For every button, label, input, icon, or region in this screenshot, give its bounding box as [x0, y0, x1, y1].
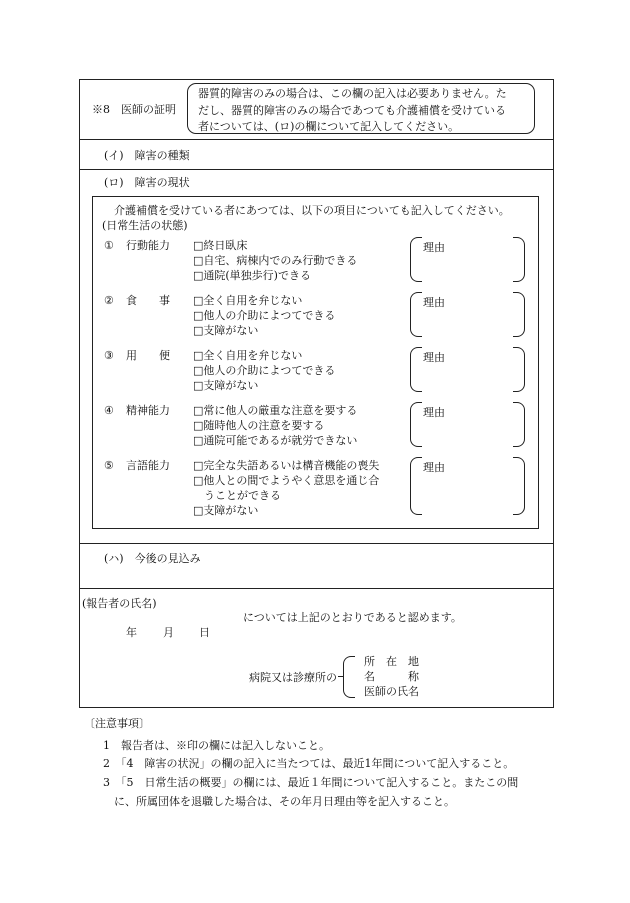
disability-status-label: (ロ) 障害の現状: [104, 176, 190, 189]
prognosis-label: (ハ) 今後の見込み: [104, 552, 201, 565]
option-checkbox[interactable]: □常に他人の厳重な注意を要する: [193, 404, 358, 417]
bracket-right: [513, 347, 525, 392]
row-divider-1: [79, 139, 554, 140]
item-options: [193, 403, 357, 448]
notes-title: 〔注意事項〕: [84, 717, 150, 730]
option-checkbox[interactable]: □他人の介助によつてできる: [193, 364, 336, 377]
option-checkbox[interactable]: □通院可能であるが就労できない: [193, 434, 358, 447]
option-checkbox[interactable]: □他人との間でようやく意思を通じ合: [193, 474, 380, 487]
bracket-right: [513, 402, 525, 447]
option-checkbox[interactable]: □随時他人の注意を要する: [193, 419, 325, 432]
option-checkbox[interactable]: □支障がない: [193, 504, 259, 517]
daily-life-heading: (日常生活の状態): [102, 219, 188, 232]
option-checkbox[interactable]: □全く自用を弁じない: [193, 349, 303, 362]
bracket-left: [410, 347, 422, 392]
bracket-right: [513, 292, 525, 337]
reason-field[interactable]: [410, 347, 525, 392]
reporter-name-label: (報告者の氏名): [82, 597, 157, 610]
disability-type-label: (イ) 障害の種類: [104, 149, 190, 162]
option-checkbox[interactable]: □終日臥床: [193, 239, 248, 252]
reason-label: 理由: [423, 241, 445, 254]
item-number: ③: [104, 349, 114, 362]
note-item: に、所属団体を退職した場合は、その年月日理由等を記入すること。: [103, 795, 455, 808]
reason-field[interactable]: [410, 457, 525, 515]
note-line: 者については、(ロ)の欄について記入してください。: [198, 120, 460, 133]
brace: [343, 656, 355, 698]
doctor-name-label: 医師の氏名: [364, 685, 419, 698]
item-name: 行動能力: [126, 239, 170, 252]
facility-name-label: 名 称: [364, 670, 419, 683]
row-divider-4: [79, 588, 554, 589]
item-options: [193, 293, 335, 338]
brace-tip: [338, 676, 344, 677]
item-options: [193, 238, 357, 283]
note-line: だし、器質的障害のみの場合であつても介護補償を受けている: [198, 103, 506, 117]
option-checkbox[interactable]: □完全な失語あるいは構音機能の喪失: [193, 459, 380, 472]
option-checkbox[interactable]: □全く自用を弁じない: [193, 294, 303, 307]
item-name: 精神能力: [126, 404, 170, 417]
instruction-note: [198, 86, 507, 136]
bracket-right: [513, 457, 525, 515]
note-item: 2 「4 障害の状況」の欄の記入に当たつては、最近1年間について記入すること。: [103, 757, 515, 770]
date-year: 年: [126, 626, 137, 639]
item-number: ⑤: [104, 459, 114, 472]
bracket-left: [410, 237, 422, 282]
note-item: 3 「5 日常生活の概要」の欄には、最近１年間について記入すること。またこの間: [103, 776, 519, 789]
note-line: 器質的障害のみの場合は、この欄の記入は必要ありません。た: [198, 87, 507, 100]
option-checkbox[interactable]: □他人の介助によつてできる: [193, 309, 336, 322]
hospital-label: 病院又は診療所の: [249, 671, 337, 684]
item-options: [193, 348, 335, 393]
option-checkbox[interactable]: □支障がない: [193, 379, 259, 392]
reason-label: 理由: [423, 351, 445, 364]
bracket-right: [513, 237, 525, 282]
reason-label: 理由: [423, 296, 445, 309]
reason-label: 理由: [423, 406, 445, 419]
date-month: 月: [163, 626, 174, 639]
bracket-left: [410, 457, 422, 515]
bracket-left: [410, 402, 422, 447]
bracket-left: [410, 292, 422, 337]
item-number: ②: [104, 294, 114, 307]
date-day: 日: [199, 626, 210, 639]
address-label: 所 在 地: [364, 655, 419, 668]
reason-label: 理由: [423, 461, 445, 474]
row-divider-3: [79, 543, 554, 544]
daily-life-intro: 介護補償を受けている者にあつては、以下の項目についても記入してください。: [114, 204, 510, 217]
reason-field[interactable]: [410, 237, 525, 282]
item-number: ①: [104, 239, 114, 252]
certification-statement: については上記のとおりであると認めます。: [243, 611, 462, 624]
reason-field[interactable]: [410, 402, 525, 447]
item-number: ④: [104, 404, 114, 417]
option-continuation: うことができる: [193, 489, 281, 502]
item-name: 食 事: [126, 294, 170, 307]
option-checkbox[interactable]: □自宅、病棟内でのみ行動できる: [193, 254, 358, 267]
item-options: [193, 458, 379, 518]
item-name: 言語能力: [126, 459, 170, 472]
option-checkbox[interactable]: □支障がない: [193, 324, 259, 337]
doctor-certificate-label: ※8 医師の証明: [92, 103, 176, 116]
row-divider-2: [79, 169, 554, 170]
note-item: 1 報告者は、※印の欄には記入しないこと。: [103, 739, 330, 752]
item-name: 用 便: [126, 349, 170, 362]
option-checkbox[interactable]: □通院(単独歩行)できる: [193, 269, 311, 282]
reason-field[interactable]: [410, 292, 525, 337]
